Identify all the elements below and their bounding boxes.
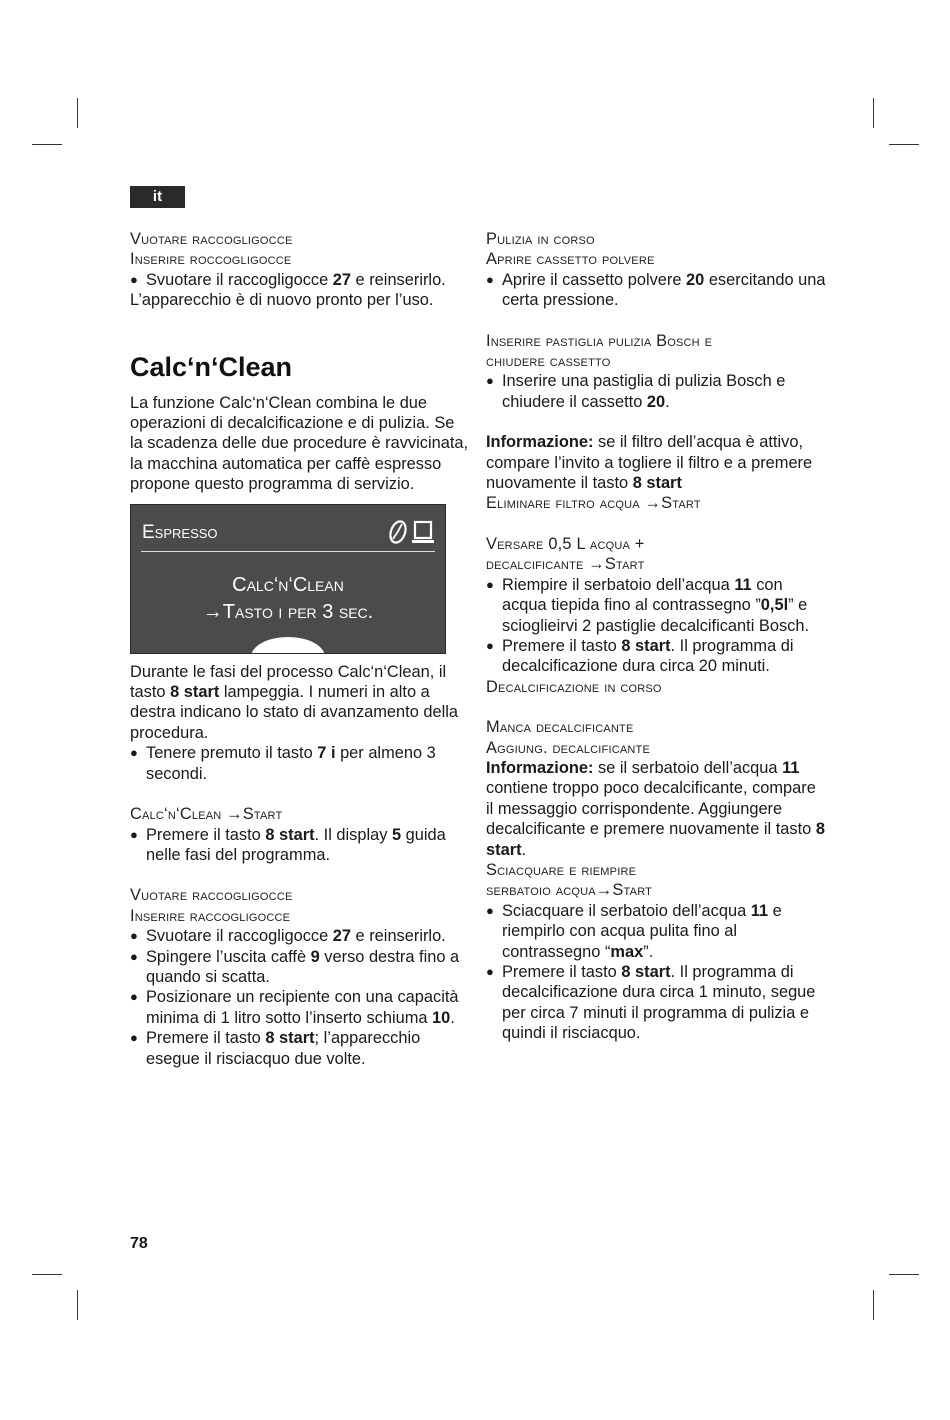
step-heading: Aggiung. decalcificante — [486, 738, 650, 757]
list-item: ● Svuotare il raccogligocce 27 e reinserirlo. — [130, 270, 470, 290]
list-item: ● Premere il tasto 8 start. Il programma di decalcificazione dura circa 1 minuto, segue per circa 7 minuti il programma di pulizia e quindi il risciacquo. — [486, 962, 826, 1044]
step-heading: Pulizia in corso — [486, 230, 595, 248]
display-message: Calc‘n‘Clean — [232, 573, 344, 596]
bean-cup-icon — [387, 519, 435, 548]
crop-mark — [77, 1290, 78, 1320]
crop-mark — [889, 1274, 919, 1275]
crop-mark — [873, 1290, 874, 1320]
machine-display — [130, 504, 446, 654]
crop-mark — [889, 144, 919, 145]
step-heading: Decalcificazione in corso — [486, 677, 662, 696]
section-title: Calc‘n‘Clean — [130, 351, 293, 382]
step-heading: Inserire pastiglia pulizia Bosch e — [486, 331, 713, 350]
step-heading: Eliminare filtro acqua →Start — [486, 494, 701, 513]
step-heading: Aprire cassetto polvere — [486, 250, 655, 269]
paragraph: Durante le fasi del processo Calc‘n‘Clean, il tasto 8 start lampeggia. I numeri in alto a destra indicano lo stato di avanzamento della procedura. — [130, 662, 459, 742]
step-heading: serbatoio acqua→Start — [486, 881, 653, 900]
list-item: ● Sciacquare il serbatoio dell’acqua 11 e riempirlo con acqua pulita fino al contrassegno “max”. — [486, 901, 826, 962]
page-number: 78 — [130, 1235, 148, 1252]
intro-paragraph: La funzione Calc‘n‘Clean combina le due operazioni di decalcificazione e di pulizia. Se la scadenza delle due procedure è ravvicinata, la macchina automatica per caffè espresso propone questo programma di servizio. — [130, 393, 469, 494]
bullet-list — [130, 825, 470, 866]
step-heading: Inserire raccogligocce — [130, 906, 291, 925]
list-item: ● Premere il tasto 8 start. Il programma di decalcificazione dura circa 20 minuti. — [486, 636, 826, 677]
step-heading: Vuotare raccogligocce — [130, 230, 293, 248]
bullet-list — [486, 901, 826, 1044]
crop-mark — [32, 144, 62, 145]
display-top-label: Espresso — [142, 521, 218, 543]
crop-mark — [873, 98, 874, 128]
list-item: ● Posizionare un recipiente con una capacità minima di 1 litro sotto l’inserto schiuma 10. — [130, 987, 470, 1028]
display-instruction: →Tasto i per 3 sec. — [202, 600, 374, 623]
list-item: ● Tenere premuto il tasto 7 i per almeno 3 secondi. — [130, 743, 470, 784]
crop-mark — [32, 1274, 62, 1275]
step-heading: chiudere cassetto — [486, 352, 611, 371]
left-column — [130, 229, 470, 1069]
list-item: ● Aprire il cassetto polvere 20 esercitando una certa pressione. — [486, 270, 826, 311]
bullet-list — [486, 270, 826, 311]
step-heading: Manca decalcificante — [486, 718, 634, 737]
display-notch — [251, 637, 325, 654]
bullet-list — [486, 371, 826, 412]
bullet-list — [130, 270, 470, 290]
bullet-list — [486, 575, 826, 677]
step-heading: Versare 0,5 L acqua + — [486, 534, 645, 553]
step-heading: Vuotare raccogligocce — [130, 886, 293, 905]
list-item: ● Spingere l’uscita caffè 9 verso destra fino a quando si scatta. — [130, 947, 470, 988]
step-heading: Sciacquare e riempire — [486, 860, 637, 879]
list-item: ● Premere il tasto 8 start. Il display 5 guida nelle fasi del programma. — [130, 825, 470, 866]
list-item: ● Premere il tasto 8 start; l’apparecchio esegue il risciacquo due volte. — [130, 1028, 470, 1069]
list-item: ● Inserire una pastiglia di pulizia Bosch e chiudere il cassetto 20. — [486, 371, 826, 412]
step-heading: Inserire roccogligocce — [130, 250, 292, 269]
list-item: ● Riempire il serbatoio dell’acqua 11 con acqua tiepida fino al contrassegno ”0,5l” e scioglieirvi 2 pastiglie decalcificanti Bosch. — [486, 575, 826, 636]
language-tab: it — [130, 186, 185, 208]
step-heading: decalcificante →Start — [486, 555, 645, 574]
info-paragraph: Informazione: se il serbatoio dell’acqua 11 contiene troppo poco decalcificante, compare il messaggio corrispondente. Aggiungere decalcificante e premere nuovamente il tasto 8 start. — [486, 758, 825, 859]
paragraph: L’apparecchio è di nuovo pronto per l’uso. — [130, 291, 434, 310]
info-paragraph: Informazione: se il filtro dell’acqua è attivo, compare l’invito a togliere il filtro e a premere nuovamente il tasto 8 start — [486, 433, 813, 493]
crop-mark — [77, 98, 78, 128]
bullet-list — [130, 743, 470, 784]
step-heading: Calc‘n‘Clean →Start — [130, 805, 283, 824]
list-item: ● Svuotare il raccogligocce 27 e reinserirlo. — [130, 926, 470, 946]
display-divider — [141, 551, 435, 552]
bullet-list — [130, 926, 470, 1069]
right-column — [486, 229, 826, 1044]
